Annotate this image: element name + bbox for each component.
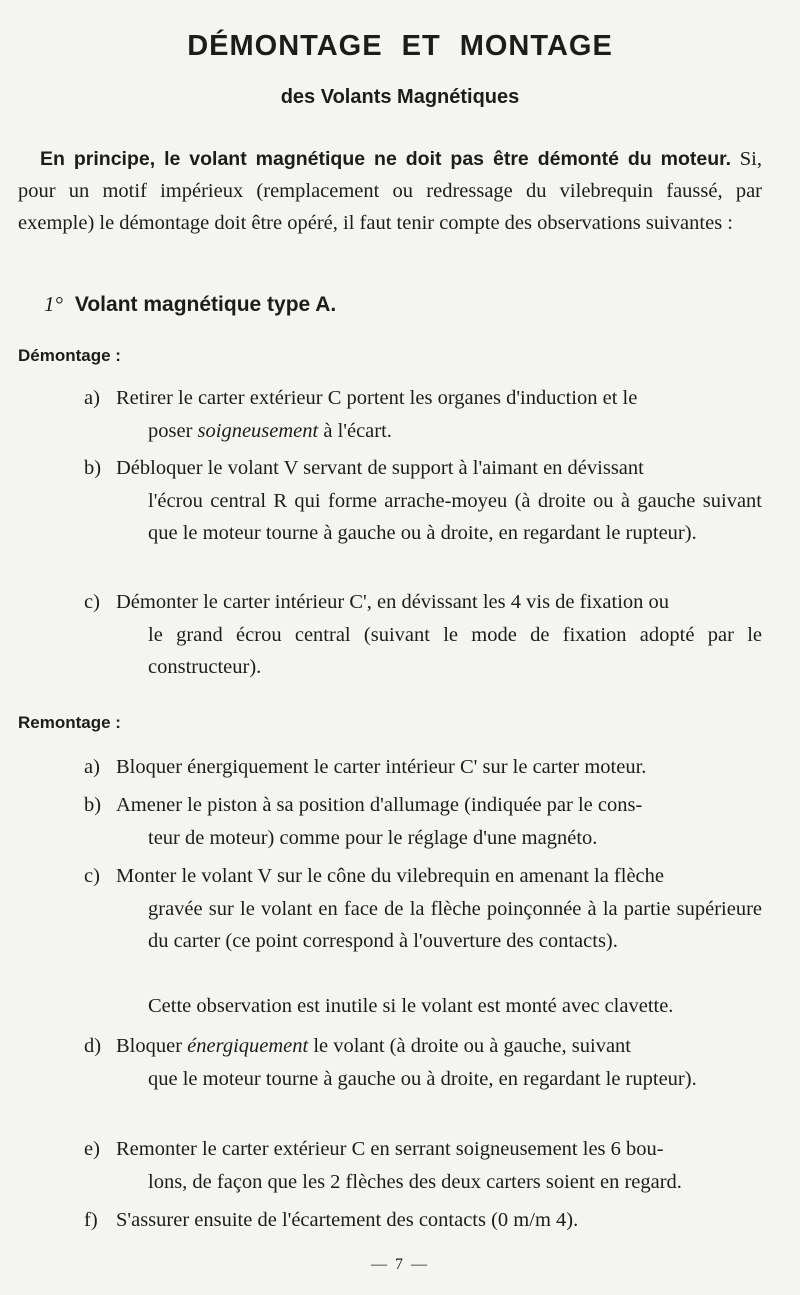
intro-lead: En principe, le volant magnétique ne doit pas être démonté du moteur. (40, 148, 732, 170)
item-text: gravée sur le volant en face de la flèche poinçonnée à la partie supérieure du carter (ce point correspond à l'ouverture des contacts). (148, 897, 762, 952)
page-title: DÉMONTAGE ET MONTAGE (187, 30, 613, 62)
intro-paragraph (18, 143, 762, 239)
item-text: Monter le volant V sur le cône du vilebrequin en amenant la flèche (116, 865, 665, 887)
remontage-item-d (84, 1030, 762, 1095)
section-title: Volant magnétique type A. (74, 293, 337, 316)
item-text: lons, de façon que les 2 flèches des deux carters soient en regard. (148, 1170, 682, 1193)
page-subtitle: des Volants Magnétiques (280, 86, 520, 108)
item-text: Bloquer énergiquement le carter intérieur C' sur le carter moteur. (116, 756, 647, 778)
item-text: à l'écart. (318, 419, 392, 442)
item-letter: a) (84, 387, 100, 409)
demontage-item-b (84, 452, 762, 550)
item-letter: b) (84, 457, 102, 479)
item-text: Retirer le carter extérieur C portent les organes d'induction et le (116, 387, 638, 409)
item-letter: e) (84, 1138, 100, 1160)
item-text: que le moteur tourne à gauche ou à droite, en regardant le rupteur). (148, 1067, 697, 1090)
item-text: teur de moteur) comme pour le réglage d'une magnéto. (148, 826, 598, 849)
remontage-heading: Remontage : (18, 713, 121, 732)
remontage-item-f (84, 1204, 762, 1237)
item-emphasis: énergiquement (187, 1035, 309, 1057)
item-text: Amener le piston à sa position d'allumage (indiquée par le cons- (116, 794, 643, 816)
item-text: poser (148, 419, 198, 442)
item-letter: c) (84, 591, 100, 613)
item-text: Débloquer le volant V servant de support à l'aimant en dévissant (116, 457, 644, 479)
item-letter: f) (84, 1209, 98, 1231)
item-text: Remonter le carter extérieur C en serrant soigneusement les 6 bou- (116, 1138, 664, 1160)
item-emphasis: soigneusement (197, 419, 319, 442)
item-text: Démonter le carter intérieur C', en dévissant les 4 vis de fixation ou (116, 591, 670, 613)
item-text: le volant (à droite ou à gauche, suivant (308, 1035, 631, 1057)
demontage-heading: Démontage : (18, 346, 121, 365)
intro-text: Si, pour un motif impérieux (remplacement ou redressage du vilebrequin faussé, par exemple) le démontage doit être opéré, il faut tenir compte des observations suivantes : (18, 148, 762, 234)
item-letter: b) (84, 794, 102, 816)
remontage-item-a (84, 751, 762, 784)
item-text: le grand écrou central (suivant le mode de fixation adopté par le constructeur). (148, 623, 762, 678)
item-letter: c) (84, 865, 100, 887)
remontage-item-b (84, 789, 762, 854)
remontage-note: Cette observation est inutile si le volant est monté avec clavette. (148, 995, 674, 1017)
item-letter: d) (84, 1035, 102, 1057)
section-heading (44, 292, 336, 317)
demontage-item-c (84, 586, 762, 684)
item-text: S'assurer ensuite de l'écartement des contacts (0 m/m 4). (116, 1209, 579, 1231)
section-number: 1° (44, 292, 63, 316)
remontage-item-c (84, 860, 762, 958)
remontage-item-e (84, 1133, 762, 1198)
demontage-item-a (84, 382, 762, 447)
page-number: — 7 — (371, 1256, 429, 1273)
item-letter: a) (84, 756, 100, 778)
item-text: l'écrou central R qui forme arrache-moyeu (à droite ou à gauche suivant que le moteur tourne à gauche ou à droite, en regardant le rupteur). (148, 489, 762, 544)
item-text: Bloquer (116, 1035, 188, 1057)
